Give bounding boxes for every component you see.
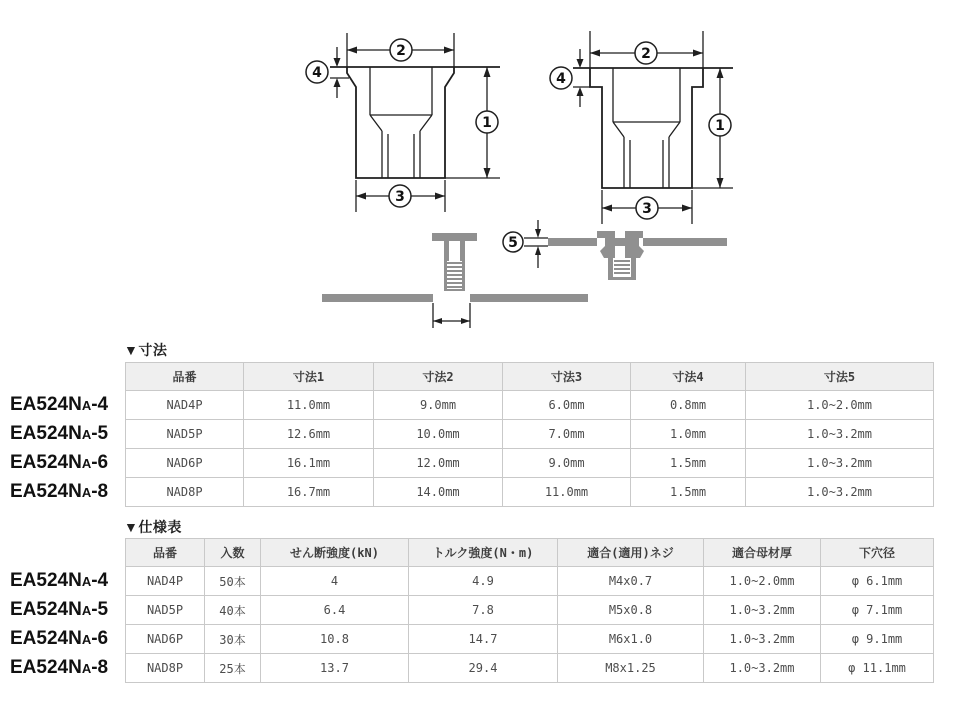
- base-plate-right: [470, 294, 588, 302]
- cell-thread: M5x0.8: [558, 596, 704, 625]
- cell-dim2: 14.0mm: [374, 478, 503, 507]
- column-header: 寸法1: [244, 363, 374, 391]
- svg-text:3: 3: [642, 201, 652, 217]
- cell-dim1: 16.7mm: [244, 478, 374, 507]
- cell-shear: 13.7: [261, 654, 409, 683]
- cell-qty: 25本: [205, 654, 261, 683]
- cell-dim5: 1.0~3.2mm: [746, 449, 934, 478]
- cell-plate-thickness: 1.0~3.2mm: [704, 654, 821, 683]
- cell-dim4: 1.5mm: [631, 478, 746, 507]
- svg-text:4: 4: [312, 65, 322, 81]
- cell-dim4: 1.0mm: [631, 420, 746, 449]
- table-row: [126, 449, 934, 478]
- cell-qty: 50本: [205, 567, 261, 596]
- cell-dim1: 12.6mm: [244, 420, 374, 449]
- cell-dim5: 1.0~2.0mm: [746, 391, 934, 420]
- cell-part-no: NAD5P: [126, 596, 205, 625]
- cell-qty: 30本: [205, 625, 261, 654]
- cell-torque: 4.9: [409, 567, 558, 596]
- cell-hole-dia: φ 6.1mm: [821, 567, 934, 596]
- column-header: 下穴径: [821, 539, 934, 567]
- svg-text:1: 1: [715, 118, 725, 134]
- cell-shear: 4: [261, 567, 409, 596]
- cell-dim3: 11.0mm: [503, 478, 631, 507]
- cell-part-no: NAD8P: [126, 478, 244, 507]
- column-header: 品番: [126, 539, 205, 567]
- rivet-nut-diagram-left: [306, 33, 500, 212]
- table-row: [126, 478, 934, 507]
- cell-thread: M6x1.0: [558, 625, 704, 654]
- cell-dim1: 16.1mm: [244, 449, 374, 478]
- mounted-plate-left: [548, 238, 597, 246]
- installation-before-diagram: [322, 233, 588, 328]
- cell-part-no: NAD6P: [126, 449, 244, 478]
- part-number-label: EA524NA-5: [10, 599, 109, 620]
- table-row: [126, 567, 934, 596]
- table-row: [126, 420, 934, 449]
- svg-text:4: 4: [556, 71, 566, 87]
- cell-dim5: 1.0~3.2mm: [746, 478, 934, 507]
- part-number-label: EA524NA-4: [10, 570, 109, 591]
- cell-thread: M8x1.25: [558, 654, 704, 683]
- cell-plate-thickness: 1.0~3.2mm: [704, 596, 821, 625]
- part-number-label: EA524NA-6: [10, 628, 109, 649]
- cell-part-no: NAD4P: [126, 567, 205, 596]
- column-header: 適合(適用)ネジ: [558, 539, 704, 567]
- table-row: [126, 654, 934, 683]
- cell-shear: 6.4: [261, 596, 409, 625]
- table-header-row: [126, 539, 934, 567]
- column-header: 寸法5: [746, 363, 934, 391]
- column-header: 寸法2: [374, 363, 503, 391]
- svg-text:1: 1: [482, 115, 492, 131]
- technical-diagrams: [0, 0, 960, 340]
- part-number-label: EA524NA-8: [10, 481, 109, 502]
- mounted-plate-right: [643, 238, 727, 246]
- cell-part-no: NAD8P: [126, 654, 205, 683]
- column-header: 寸法3: [503, 363, 631, 391]
- svg-text:3: 3: [395, 189, 405, 205]
- cell-hole-dia: φ 7.1mm: [821, 596, 934, 625]
- cell-part-no: NAD4P: [126, 391, 244, 420]
- base-plate-left: [322, 294, 433, 302]
- cell-qty: 40本: [205, 596, 261, 625]
- table-header-row: [126, 363, 934, 391]
- svg-text:5: 5: [508, 235, 518, 251]
- cell-part-no: NAD5P: [126, 420, 244, 449]
- cell-hole-dia: φ 11.1mm: [821, 654, 934, 683]
- cell-dim3: 6.0mm: [503, 391, 631, 420]
- part-number-label: EA524NA-4: [10, 394, 109, 415]
- column-header: トルク強度(N・m): [409, 539, 558, 567]
- column-header: 適合母材厚: [704, 539, 821, 567]
- cell-plate-thickness: 1.0~3.2mm: [704, 625, 821, 654]
- cell-dim4: 0.8mm: [631, 391, 746, 420]
- cell-torque: 7.8: [409, 596, 558, 625]
- column-header: せん断強度(kN): [261, 539, 409, 567]
- cell-torque: 29.4: [409, 654, 558, 683]
- cell-hole-dia: φ 9.1mm: [821, 625, 934, 654]
- svg-text:2: 2: [396, 43, 406, 59]
- cell-thread: M4x0.7: [558, 567, 704, 596]
- cell-dim2: 9.0mm: [374, 391, 503, 420]
- part-number-label: EA524NA-6: [10, 452, 109, 473]
- table-row: [126, 596, 934, 625]
- table-row: [126, 625, 934, 654]
- cell-torque: 14.7: [409, 625, 558, 654]
- part-number-label: EA524NA-8: [10, 657, 109, 678]
- cell-plate-thickness: 1.0~2.0mm: [704, 567, 821, 596]
- part-number-label: EA524NA-5: [10, 423, 109, 444]
- rivet-nut-diagram-right: [550, 31, 733, 224]
- cell-shear: 10.8: [261, 625, 409, 654]
- specifications-heading: ▼仕様表: [124, 519, 182, 535]
- cell-dim1: 11.0mm: [244, 391, 374, 420]
- column-header: 寸法4: [631, 363, 746, 391]
- column-header: 品番: [126, 363, 244, 391]
- cell-dim4: 1.5mm: [631, 449, 746, 478]
- dimensions-heading: ▼寸法: [124, 342, 168, 358]
- specifications-table: [125, 538, 934, 683]
- cell-dim5: 1.0~3.2mm: [746, 420, 934, 449]
- installation-after-diagram: [503, 220, 727, 280]
- column-header: 入数: [205, 539, 261, 567]
- cell-dim2: 10.0mm: [374, 420, 503, 449]
- cell-dim2: 12.0mm: [374, 449, 503, 478]
- table-row: [126, 391, 934, 420]
- cell-dim3: 9.0mm: [503, 449, 631, 478]
- svg-text:2: 2: [641, 46, 651, 62]
- cell-dim3: 7.0mm: [503, 420, 631, 449]
- cell-part-no: NAD6P: [126, 625, 205, 654]
- dimensions-table: [125, 362, 934, 507]
